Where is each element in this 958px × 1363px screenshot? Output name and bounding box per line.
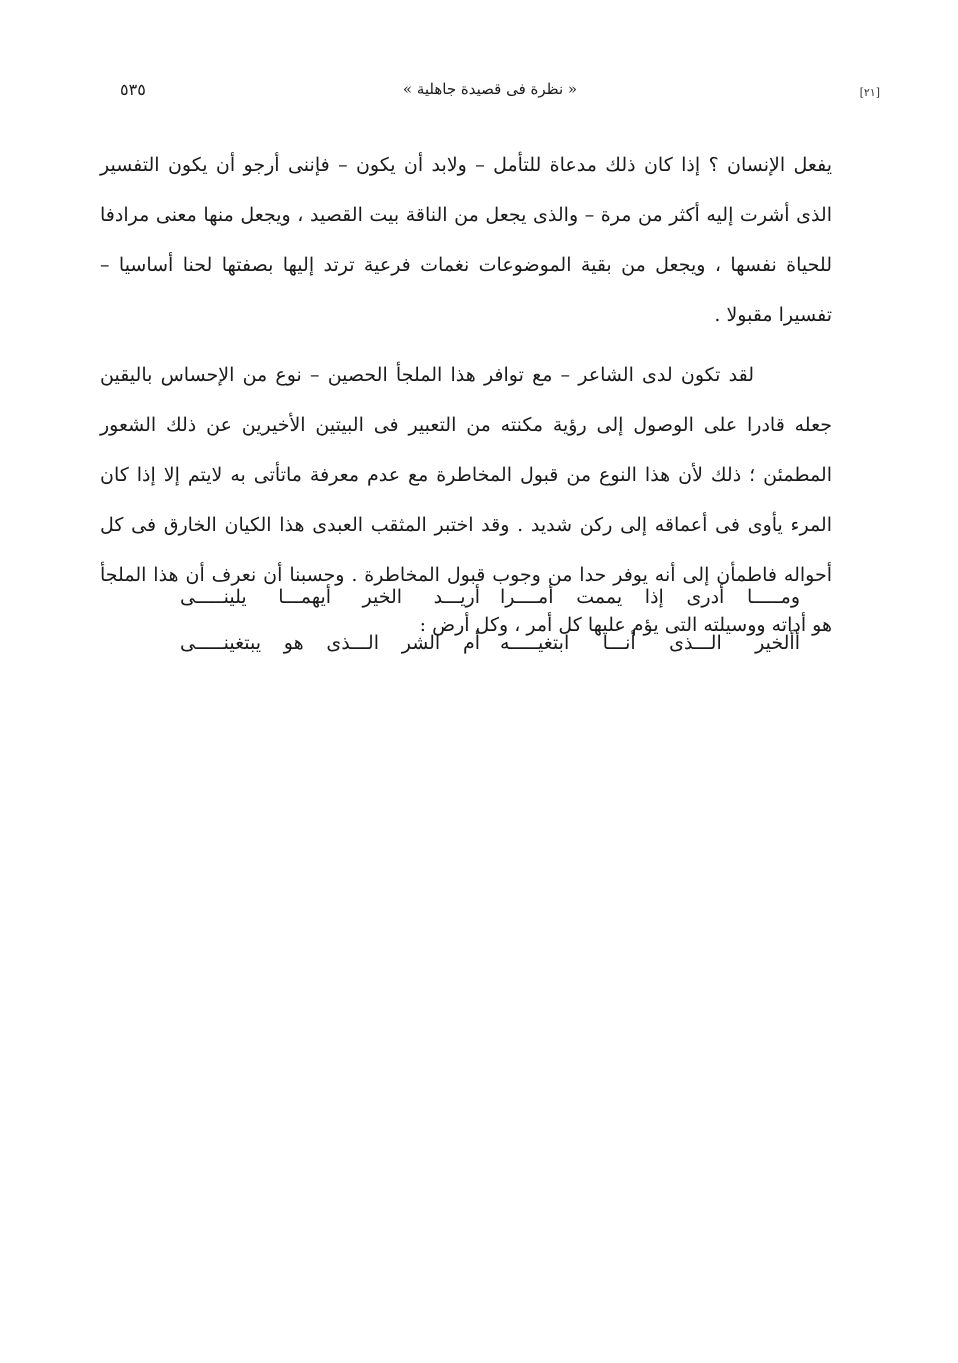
paragraph-2: لقد تكون لدى الشاعر – مع توافر هذا الملجأ الحصين – نوع من الإحساس باليقين جعله قادرا على الوصول إلى رؤية مكنته من التعبير فى البيتين الأخيرين عن ذلك الشعور المطمئن ؛ ذلك لأن هذا النوع من قبول المخاطرة مع عدم معرفة ماتأتى به لايتم إلا إذا كان المرء يأوى فى أعماقه إلى ركن شديد . وقد اختبر المثقب العبدى هذا الكيان الخارق فى كل أحواله فاطمأن إلى أنه يوفر حدا من وجوب قبول المخاطرة . وحسبنا أن نعرف أن هذا الملجأ هو أداته ووسيلته التى يؤم عليها كل أمر ، وكل أرض :	[100, 364, 832, 636]
verse-2-second-hemistich: أم الشر الـــذى هو يبتغينـــــى	[180, 632, 480, 654]
poem-verse-1	[180, 574, 800, 620]
section-number: [٢١]	[859, 86, 880, 99]
page-header	[100, 78, 880, 106]
running-title: « نظرة فى قصيدة جاهلية »	[402, 80, 578, 98]
verse-2-first-hemistich: أألخير الـــذى أنـــا ابتغيـــــه	[500, 632, 800, 654]
poem	[180, 574, 800, 666]
page-number: ٥٣٥	[120, 80, 146, 99]
verse-1-second-hemistich: أريـــد الخير أيهمـــا يلينـــــى	[180, 586, 480, 608]
paragraph-1: يفعل الإنسان ؟ إذا كان ذلك مدعاة للتأمل – ولابد أن يكون – فإننى أرجو أن يكون التفسير الذى أشرت إليه أكثر من مرة – والذى يجعل من الناقة بيت القصيد ، ويجعل منها معنى مرادفا للحياة نفسها ، ويجعل من بقية الموضوعات نغمات فرعية ترتد إليها بصفتها لحنا أساسيا – تفسيرا مقبولا .	[100, 154, 832, 326]
poem-verse-2	[180, 620, 800, 666]
verse-1-first-hemistich: ومـــــا أدرى إذا يممت أمــــرا	[500, 586, 800, 608]
